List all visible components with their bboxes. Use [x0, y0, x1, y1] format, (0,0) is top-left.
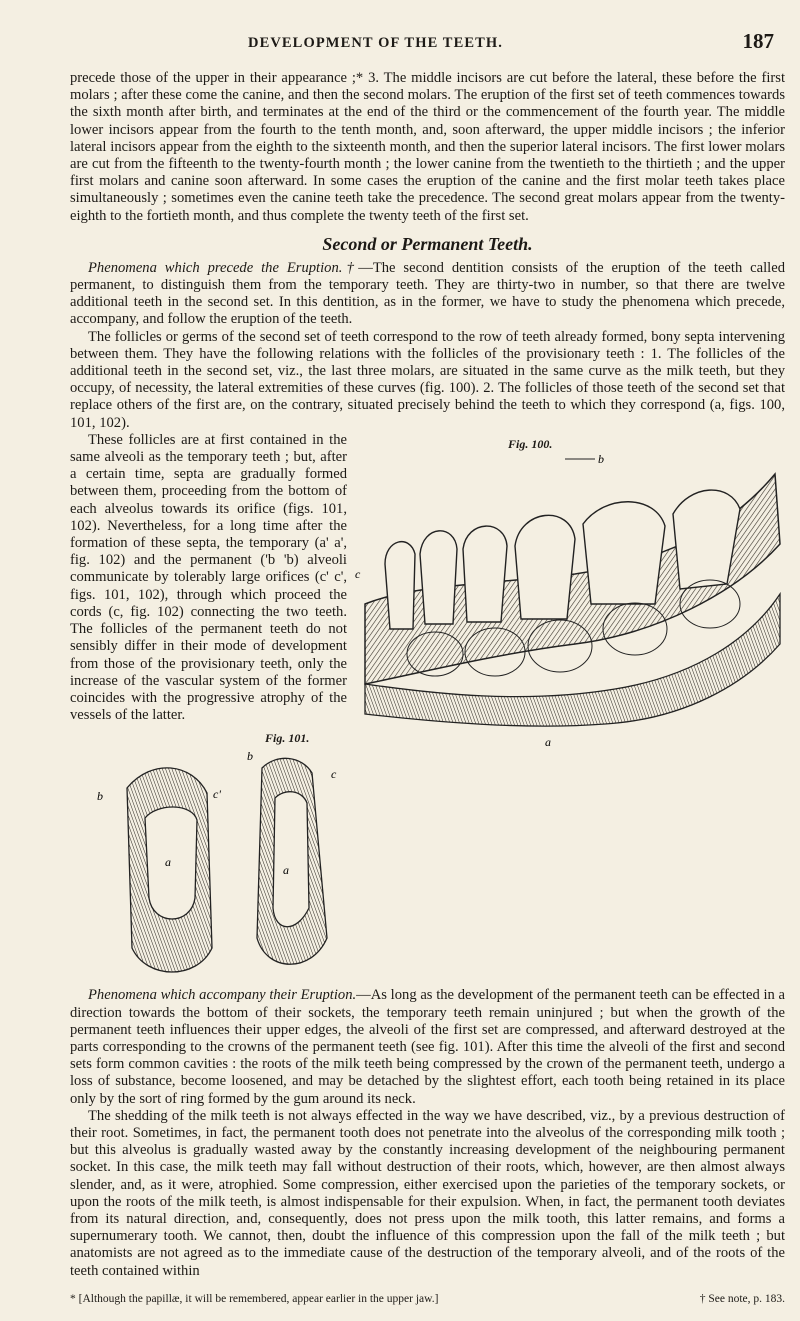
- fig101-label-a-right: a: [283, 863, 289, 878]
- body-text: [70, 70, 785, 1280]
- fig101-label-c-right: c: [331, 767, 337, 782]
- fig101-label-b-top: b: [247, 749, 253, 764]
- figure-100-caption: Fig. 100.: [508, 436, 553, 451]
- fig100-label-b: b: [598, 453, 604, 466]
- footnote-2: † See note, p. 183.: [699, 1293, 785, 1305]
- paragraph-1: precede those of the upper in their appearance ;* 3. The middle incisors are cut before the lateral, these before the first molars ; after these come the canine, and then the second molars. The eruption of the first set of teeth commences towards the sixth month after birth, and terminates at the end of the third or the commencement of the fourth year. The middle lower incisors appear from the fourth to the tenth month, and, soon afterward, the upper middle incisors ; the inferior lateral incisors appear from the eighth to the sixteenth month, and then the superior lateral incisors. The first lower molars are cut from the fifteenth to the twenty-fourth month ; the lower canine from the twentieth to the thirtieth ; and the upper first molars and canine soon afterward. In some cases the eruption of the canine and the first molar teeth takes place simultaneously ; sometimes even the canine teeth take the precedence. The second great molars appear from the twenty-eighth to the fortieth month, and thus complete the twenty teeth of the first set.: [70, 70, 785, 224]
- figure-101: [97, 730, 347, 985]
- paragraph-2: [70, 260, 785, 329]
- page-number: 187: [742, 29, 774, 53]
- footnote-1: * [Although the papillæ, it will be remembered, appear earlier in the upper jaw.]: [70, 1293, 439, 1305]
- page-header: [70, 29, 780, 56]
- fig100-label-c: c: [355, 566, 361, 581]
- paragraph-2-text: —The second dentition consists of the eruption of the teeth called permanent, to distinguish them from the temporary teeth. They are thirty-two in number, so that there are twelve additional teeth in the second set. In this dentition, as in the former, we have to study the phenomena which precede, accompany, and follow the eruption of the teeth.: [70, 259, 786, 328]
- section-title: Second or Permanent Teeth.: [322, 233, 533, 254]
- paragraph-6: The shedding of the milk teeth is not always effected in the way we have described, viz., by a previous destruction of their root. Sometimes, in fact, the permanent tooth does not penetrate into the alveolus of the corresponding milk tooth ; but this alveolus is gradually wasted away by the constantly increasing development of the neighbouring permanent socket. In this case, the milk teeth may fall without destruction of their roots, which, however, are then almost always slender, and, as it were, atrophied. Some compression, either exercised upon the parieties of the temporary sockets, or upon the roots of the milk teeth, is almost indispensable for their expulsion. When, in fact, the permanent tooth deviates from its natural direction, and, consequently, does not press upon the milk tooth, this latter remains, and forms a supernumerary tooth. We cannot, then, doubt the influence of this compression upon the fall of the milk teeth ; but anatomists are not agreed as to the immediate cause of the destruction of the temporary alveoli, and of the roots of the teeth contained within: [70, 1107, 785, 1279]
- paragraph-5: [70, 724, 785, 1107]
- jaw-section-illustration: [355, 454, 785, 748]
- running-head: DEVELOPMENT OF THE TEETH.: [248, 35, 503, 51]
- paragraph-5-text: —As long as the development of the permanent teeth can be effected in a direction towards the bottom of their sockets, the temporary teeth remain uninjured ; but when the growth of the permanent teeth influences their upper edges, the alveoli of the first set are compressed, and afterward destroyed at the parts corresponding to the crowns of the permanent teeth (see fig. 101). After this time the alveoli of the first and second sets form common cavities : the roots of the milk teeth being compressed by the crown of the permanent teeth, undergo a loss of substance, become loosened, and may be detached by the slightest effort, each tooth being retained in its place only by the sort of ring formed by the gum around its neck.: [70, 987, 786, 1107]
- paragraph-3: The follicles or germs of the second set of teeth correspond to the row of teeth already formed, bony septa intervening between them. They have the following relations with the follicles of the provisionary teeth : 1. The follicles of the additional teeth in the second set, viz., the last three molars, are situated in the same curve as the milk teeth, but they occupy, of necessity, the lateral extremities of these curves (fig. 100). 2. The follicles of those teeth of the second set that replace others of the first are, on the contrary, situated precisely behind the teeth to which they correspond (a, figs. 100, 101, 102).: [70, 328, 785, 431]
- paragraph-2-lead: Phenomena which precede the Eruption.†: [88, 259, 359, 276]
- figure-101-caption: Fig. 101.: [265, 731, 310, 746]
- tooth-section-illustration: [97, 748, 347, 984]
- fig101-label-c-mid: c': [213, 787, 221, 802]
- figure-100: [355, 436, 785, 748]
- paragraph-4: These follicles are at first contained in the same alveoli as the temporary teeth ; but, after a certain time, septa are gradually formed between them, proceeding from the bottom of each alveolus towards its orifice (figs. 101, 102). Nevertheless, for a long time after the formation of these septa, the temporary (a' a', fig. 102) and the permanent ('b 'b) alveoli communicate by tolerably large orifices (c' c', figs. 101, 102), through which proceed the cords (c, fig. 102) connecting the two teeth. The follicles of the permanent teeth do not sensibly differ in their mode of development from those of the provisionary teeth, only the increase of the vascular system of the former coincides with the progressive atrophy of the vessels of the latter.: [70, 431, 347, 724]
- fig100-label-a: a: [545, 734, 551, 748]
- paragraph-5-lead: Phenomena which accompany their Eruption.: [88, 987, 357, 1004]
- fig101-label-b-left: b: [97, 789, 103, 804]
- fig101-label-a-left: a: [165, 855, 171, 870]
